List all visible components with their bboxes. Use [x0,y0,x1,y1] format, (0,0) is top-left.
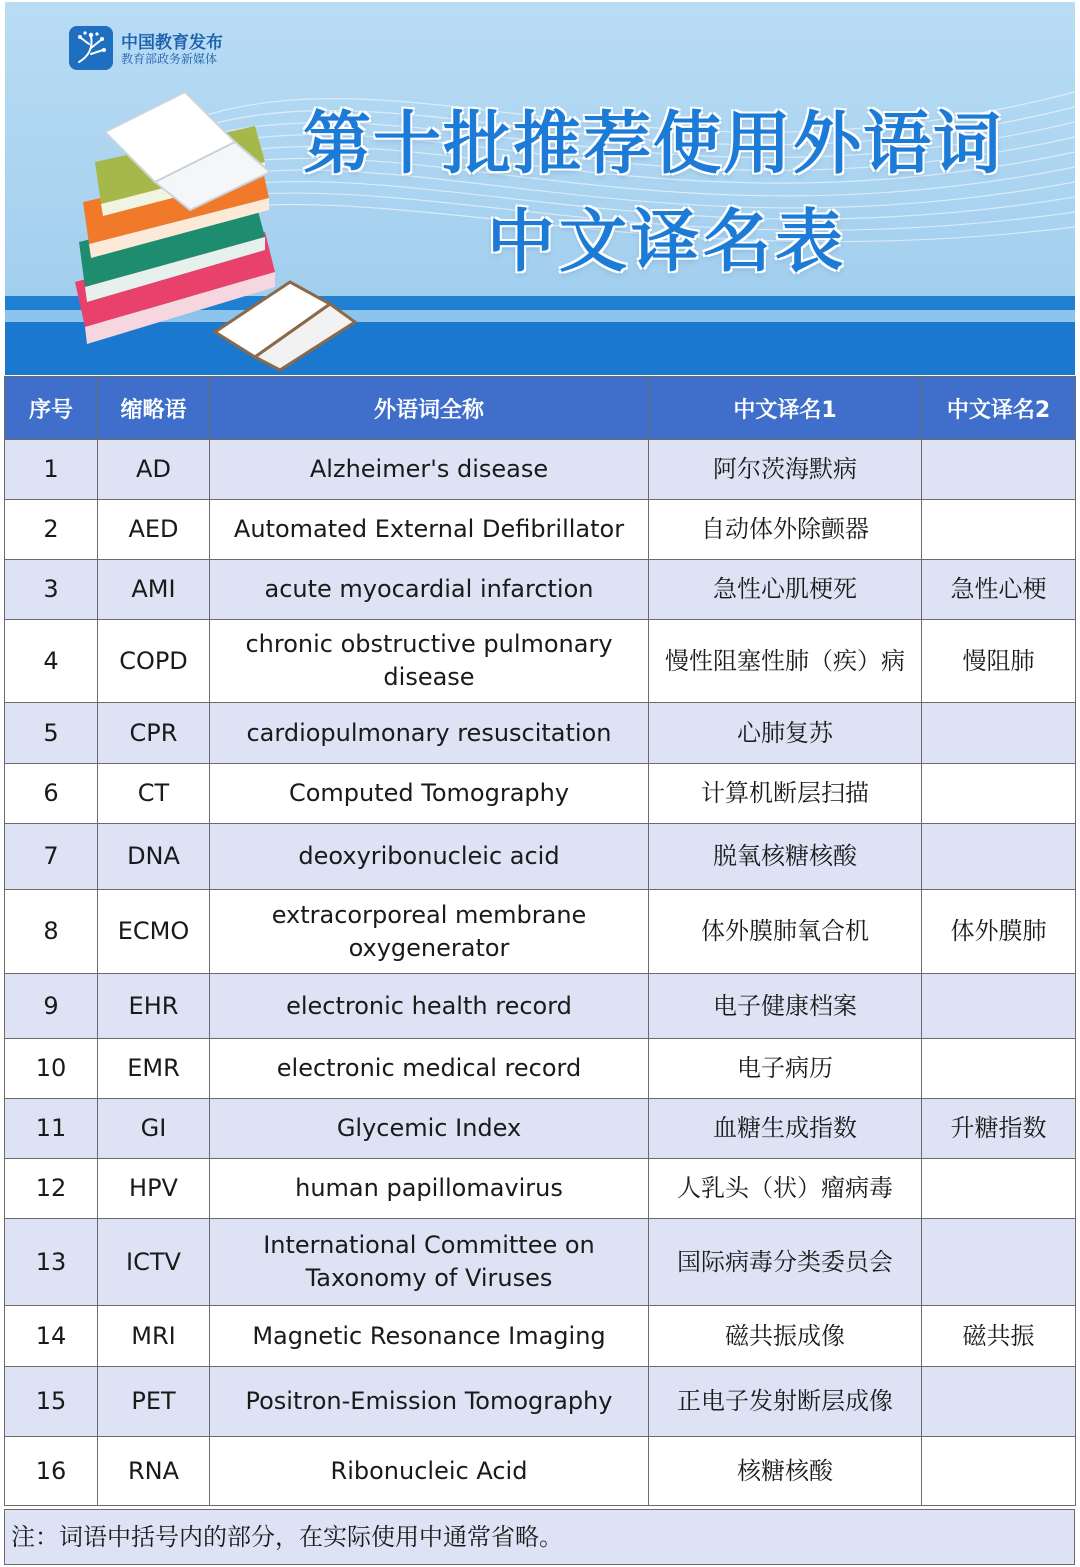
column-header-abbr: 缩略语 [98,377,210,440]
cell-no: 10 [5,1039,98,1099]
cell-full-name: Computed Tomography [210,764,649,824]
table-header-row [5,377,1076,440]
cell-abbr: AED [98,500,210,560]
cell-chinese-name-1: 核糖核酸 [649,1437,922,1506]
cell-chinese-name-2 [922,824,1076,890]
cell-chinese-name-1: 国际病毒分类委员会 [649,1219,922,1306]
cell-chinese-name-2 [922,1437,1076,1506]
cell-full-name: extracorporeal membrane oxygenerator [210,890,649,974]
table-row [5,1219,1076,1306]
column-header-no: 序号 [5,377,98,440]
glossary-table [4,376,1076,1506]
cell-full-name: electronic health record [210,974,649,1039]
cell-abbr: AD [98,440,210,500]
cell-no: 7 [5,824,98,890]
cell-chinese-name-2 [922,703,1076,764]
cell-no: 3 [5,560,98,620]
table-row [5,974,1076,1039]
table-row [5,703,1076,764]
table-row [5,620,1076,703]
tree-logo-icon [69,26,113,70]
cell-full-name: Glycemic Index [210,1099,649,1159]
cell-chinese-name-1: 正电子发射断层成像 [649,1367,922,1437]
cell-full-name: cardiopulmonary resuscitation [210,703,649,764]
cell-abbr: EMR [98,1039,210,1099]
cell-full-name: Ribonucleic Acid [210,1437,649,1506]
cell-chinese-name-2: 慢阻肺 [922,620,1076,703]
cell-no: 14 [5,1306,98,1367]
cell-chinese-name-2 [922,974,1076,1039]
table-row [5,890,1076,974]
cell-chinese-name-1: 阿尔茨海默病 [649,440,922,500]
cell-chinese-name-2: 体外膜肺 [922,890,1076,974]
cell-chinese-name-1: 电子病历 [649,1039,922,1099]
column-header-chinese-name-1: 中文译名1 [649,377,922,440]
cell-full-name: human papillomavirus [210,1159,649,1219]
cell-chinese-name-1: 计算机断层扫描 [649,764,922,824]
table-row [5,560,1076,620]
cell-chinese-name-1: 脱氧核糖核酸 [649,824,922,890]
cell-chinese-name-2 [922,500,1076,560]
cell-no: 16 [5,1437,98,1506]
cell-chinese-name-1: 急性心肌梗死 [649,560,922,620]
cell-abbr: ICTV [98,1219,210,1306]
cell-chinese-name-2 [922,1367,1076,1437]
cell-abbr: MRI [98,1306,210,1367]
cell-full-name: International Committee on Taxonomy of Viruses [210,1219,649,1306]
cell-chinese-name-2: 急性心梗 [922,560,1076,620]
table-row [5,1367,1076,1437]
cell-full-name: Alzheimer's disease [210,440,649,500]
column-header-chinese-name-2: 中文译名2 [922,377,1076,440]
cell-no: 15 [5,1367,98,1437]
cell-no: 13 [5,1219,98,1306]
cell-no: 1 [5,440,98,500]
cell-no: 2 [5,500,98,560]
brand-logo [69,26,269,74]
cell-abbr: PET [98,1367,210,1437]
brand-subtitle: 教育部政务新媒体 [121,52,218,66]
cell-full-name: Automated External Defibrillator [210,500,649,560]
cell-no: 9 [5,974,98,1039]
cell-abbr: DNA [98,824,210,890]
cell-abbr: EHR [98,974,210,1039]
table-row [5,500,1076,560]
table-row [5,764,1076,824]
cell-chinese-name-2 [922,1039,1076,1099]
page-title-line1: 第十批推荐使用外语词 [303,105,1004,184]
cell-abbr: ECMO [98,890,210,974]
table-row [5,1159,1076,1219]
cell-abbr: AMI [98,560,210,620]
cell-no: 8 [5,890,98,974]
cell-full-name: electronic medical record [210,1039,649,1099]
cell-no: 5 [5,703,98,764]
table-row [5,440,1076,500]
footnote: 注：词语中括号内的部分，在实际使用中通常省略。 [4,1509,1075,1565]
cell-chinese-name-1: 心肺复苏 [649,703,922,764]
table-row [5,824,1076,890]
cell-abbr: HPV [98,1159,210,1219]
cell-abbr: COPD [98,620,210,703]
header-banner [5,2,1075,375]
cell-abbr: CT [98,764,210,824]
cell-chinese-name-1: 自动体外除颤器 [649,500,922,560]
cell-chinese-name-1: 磁共振成像 [649,1306,922,1367]
cell-chinese-name-2 [922,1219,1076,1306]
cell-full-name: Magnetic Resonance Imaging [210,1306,649,1367]
cell-no: 6 [5,764,98,824]
cell-chinese-name-1: 血糖生成指数 [649,1099,922,1159]
table-row [5,1306,1076,1367]
cell-abbr: GI [98,1099,210,1159]
cell-no: 11 [5,1099,98,1159]
cell-chinese-name-2 [922,764,1076,824]
cell-no: 12 [5,1159,98,1219]
cell-full-name: acute myocardial infarction [210,560,649,620]
table-row [5,1039,1076,1099]
cell-abbr: CPR [98,703,210,764]
cell-abbr: RNA [98,1437,210,1506]
cell-full-name: chronic obstructive pulmonary disease [210,620,649,703]
cell-chinese-name-2 [922,1159,1076,1219]
cell-chinese-name-2: 磁共振 [922,1306,1076,1367]
cell-chinese-name-1: 人乳头（状）瘤病毒 [649,1159,922,1219]
cell-chinese-name-2 [922,440,1076,500]
cell-no: 4 [5,620,98,703]
page-title-line2: 中文译名表 [487,203,848,282]
column-header-full-name: 外语词全称 [210,377,649,440]
cell-chinese-name-1: 体外膜肺氧合机 [649,890,922,974]
cell-chinese-name-2: 升糖指数 [922,1099,1076,1159]
cell-full-name: deoxyribonucleic acid [210,824,649,890]
table-row [5,1099,1076,1159]
cell-chinese-name-1: 慢性阻塞性肺（疾）病 [649,620,922,703]
table-row [5,1437,1076,1506]
cell-chinese-name-1: 电子健康档案 [649,974,922,1039]
cell-full-name: Positron-Emission Tomography [210,1367,649,1437]
brand-name: 中国教育发布 [121,33,223,53]
